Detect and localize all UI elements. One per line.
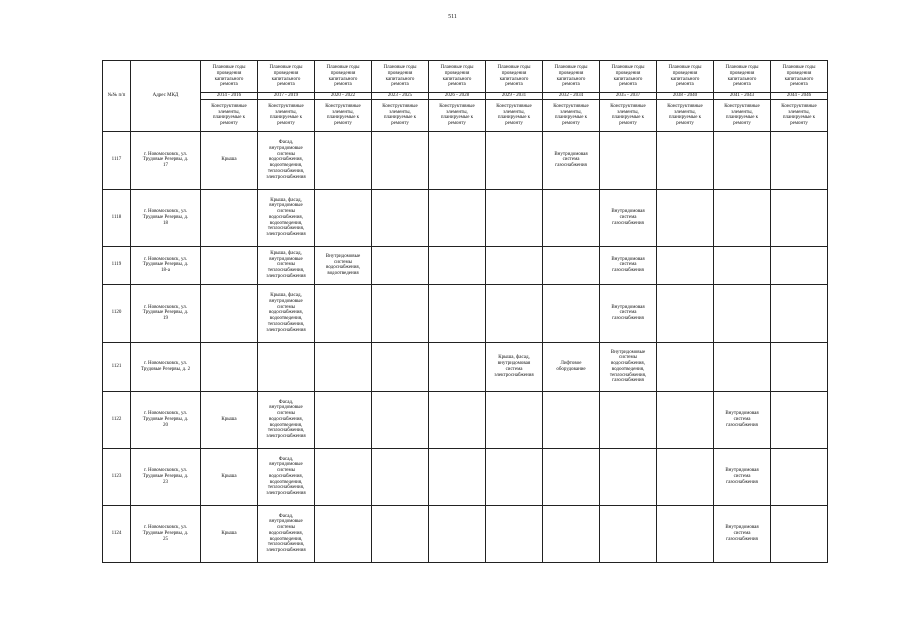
row-period-cell — [657, 131, 714, 189]
row-period-cell: Внутридомовые системы водоснабжения, водоотведения — [315, 246, 372, 284]
row-period-cell: Внутридомовая система газоснабжения — [714, 505, 771, 562]
row-period-cell: Фасад, внутридомовые системы водоснабжения, водоотведения, теплоснабжения, электроснабжения — [258, 131, 315, 189]
row-period-cell: Внутридомовая система газоснабжения — [600, 284, 657, 342]
row-address: г. Новомосковск, ул. Трудовые Резервы, д. 18-а — [131, 246, 201, 284]
table-row — [103, 448, 828, 505]
row-period-cell — [771, 284, 828, 342]
header-period-title: Плановые годы проведения капитального ремонта — [486, 61, 543, 93]
row-period-cell: Внутридомовая система газоснабжения — [714, 448, 771, 505]
table-header — [103, 61, 828, 132]
row-period-cell — [600, 448, 657, 505]
row-period-cell — [543, 505, 600, 562]
row-number: 1120 — [103, 284, 131, 342]
row-period-cell — [714, 284, 771, 342]
row-address: г. Новомосковск, ул. Трудовые Резервы, д. 18 — [131, 189, 201, 246]
row-period-cell: Фасад, внутридомовые системы водоснабжения, водоотведения, теплоснабжения, электроснабжения — [258, 448, 315, 505]
row-period-cell — [486, 131, 543, 189]
row-address: г. Новомосковск, ул. Трудовые Резервы, д. 25 — [131, 505, 201, 562]
table-row — [103, 189, 828, 246]
row-period-cell — [486, 246, 543, 284]
row-period-cell — [429, 246, 486, 284]
row-address: г. Новомосковск, ул. Трудовые Резервы, д. 2 — [131, 342, 201, 391]
row-period-cell: Внутридомовая система газоснабжения — [714, 391, 771, 448]
header-period-years: 2020 - 2022 — [315, 93, 372, 100]
header-period-elements: Конструктивные элементы, планируемые к ремонту — [429, 99, 486, 131]
row-period-cell: Крыша — [201, 448, 258, 505]
row-period-cell — [201, 284, 258, 342]
table-row — [103, 505, 828, 562]
header-num: №№ п/п — [103, 61, 131, 132]
header-period-title: Плановые годы проведения капитального ремонта — [315, 61, 372, 93]
row-period-cell — [486, 448, 543, 505]
row-period-cell — [372, 342, 429, 391]
row-address: г. Новомосковск, ул. Трудовые Резервы, д. 20 — [131, 391, 201, 448]
header-period-years: 2041 - 2043 — [714, 93, 771, 100]
row-period-cell — [771, 246, 828, 284]
header-period-title: Плановые годы проведения капитального ремонта — [543, 61, 600, 93]
header-period-elements: Конструктивные элементы, планируемые к ремонту — [315, 99, 372, 131]
header-period-title: Плановые годы проведения капитального ремонта — [600, 61, 657, 93]
row-period-cell — [600, 391, 657, 448]
row-number: 1121 — [103, 342, 131, 391]
row-period-cell — [543, 448, 600, 505]
row-period-cell — [657, 391, 714, 448]
row-period-cell — [657, 505, 714, 562]
row-period-cell — [657, 284, 714, 342]
row-address: г. Новомосковск, ул. Трудовые Резервы, д. 23 — [131, 448, 201, 505]
row-period-cell — [657, 246, 714, 284]
row-period-cell — [315, 189, 372, 246]
header-period-elements: Конструктивные элементы, планируемые к ремонту — [372, 99, 429, 131]
row-period-cell — [714, 342, 771, 391]
header-period-elements: Конструктивные элементы, планируемые к ремонту — [657, 99, 714, 131]
row-period-cell — [315, 131, 372, 189]
row-period-cell: Внутридомовая система газоснабжения — [543, 131, 600, 189]
row-period-cell — [315, 284, 372, 342]
row-period-cell — [372, 391, 429, 448]
header-period-years: 2029 - 2031 — [486, 93, 543, 100]
row-period-cell — [201, 246, 258, 284]
row-number: 1119 — [103, 246, 131, 284]
table-body — [103, 131, 828, 562]
row-period-cell: Крыша, фасад, внутридомовая система электроснабжения — [486, 342, 543, 391]
row-period-cell — [543, 391, 600, 448]
row-address: г. Новомосковск, ул. Трудовые Резервы, д. 19 — [131, 284, 201, 342]
row-period-cell — [429, 131, 486, 189]
row-period-cell: Крыша — [201, 131, 258, 189]
header-period-years: 2017 - 2019 — [258, 93, 315, 100]
row-number: 1118 — [103, 189, 131, 246]
header-period-years: 2026 - 2028 — [429, 93, 486, 100]
table-row — [103, 246, 828, 284]
table-row — [103, 284, 828, 342]
row-period-cell — [657, 189, 714, 246]
row-period-cell — [657, 448, 714, 505]
row-period-cell: Крыша — [201, 391, 258, 448]
row-period-cell: Внутридомовая система газоснабжения — [600, 246, 657, 284]
row-period-cell: Крыша, фасад, внутридомовые системы водоснабжения, водоотведения, теплоснабжения, электроснабжения — [258, 189, 315, 246]
row-number: 1124 — [103, 505, 131, 562]
row-period-cell — [771, 391, 828, 448]
row-period-cell: Лифтовое оборудование — [543, 342, 600, 391]
row-period-cell — [429, 342, 486, 391]
row-period-cell — [486, 391, 543, 448]
row-period-cell — [771, 342, 828, 391]
header-period-years: 2044 - 2046 — [771, 93, 828, 100]
page-number: 511 — [448, 14, 457, 20]
header-period-title: Плановые годы проведения капитального ремонта — [771, 61, 828, 93]
row-period-cell — [429, 505, 486, 562]
header-period-years: 2038 - 2040 — [657, 93, 714, 100]
row-period-cell — [657, 342, 714, 391]
row-period-cell — [315, 505, 372, 562]
header-period-elements: Конструктивные элементы, планируемые к ремонту — [771, 99, 828, 131]
row-period-cell — [372, 448, 429, 505]
row-period-cell — [372, 284, 429, 342]
row-period-cell — [600, 131, 657, 189]
row-period-cell — [315, 342, 372, 391]
row-period-cell — [543, 189, 600, 246]
row-period-cell — [429, 391, 486, 448]
header-period-elements: Конструктивные элементы, планируемые к ремонту — [600, 99, 657, 131]
row-period-cell — [600, 505, 657, 562]
row-period-cell — [258, 342, 315, 391]
row-period-cell — [372, 246, 429, 284]
row-period-cell — [714, 246, 771, 284]
row-number: 1117 — [103, 131, 131, 189]
row-period-cell — [429, 284, 486, 342]
row-address: г. Новомосковск, ул. Трудовые Резервы, д. 17 — [131, 131, 201, 189]
header-address: Адрес МКД — [131, 61, 201, 132]
row-period-cell: Крыша, фасад, внутридомовые системы водоснабжения, водоотведения, теплоснабжения, электроснабжения — [258, 284, 315, 342]
row-period-cell — [543, 284, 600, 342]
row-period-cell: Крыша — [201, 505, 258, 562]
row-period-cell — [372, 131, 429, 189]
row-period-cell: Фасад, внутридомовые системы водоснабжения, водоотведения, теплоснабжения, электроснабжения — [258, 505, 315, 562]
row-period-cell — [771, 131, 828, 189]
header-period-years: 2032 - 2034 — [543, 93, 600, 100]
row-period-cell — [315, 448, 372, 505]
capital-repair-plan-table — [102, 60, 828, 563]
row-period-cell — [486, 284, 543, 342]
row-period-cell — [372, 505, 429, 562]
table-row — [103, 131, 828, 189]
row-period-cell — [486, 189, 543, 246]
row-period-cell — [429, 189, 486, 246]
row-period-cell — [372, 189, 429, 246]
table-row — [103, 391, 828, 448]
header-period-title: Плановые годы проведения капитального ремонта — [258, 61, 315, 93]
header-period-elements: Конструктивные элементы, планируемые к ремонту — [258, 99, 315, 131]
row-number: 1122 — [103, 391, 131, 448]
row-period-cell — [771, 189, 828, 246]
header-period-years: 2014 - 2016 — [201, 93, 258, 100]
header-period-title: Плановые годы проведения капитального ремонта — [201, 61, 258, 93]
header-period-title: Плановые годы проведения капитального ремонта — [714, 61, 771, 93]
header-period-title: Плановые годы проведения капитального ремонта — [429, 61, 486, 93]
header-period-title: Плановые годы проведения капитального ремонта — [657, 61, 714, 93]
header-period-years: 2035 - 2037 — [600, 93, 657, 100]
header-period-elements: Конструктивные элементы, планируемые к ремонту — [486, 99, 543, 131]
row-period-cell — [315, 391, 372, 448]
row-period-cell: Фасад, внутридомовые системы водоснабжения, водоотведения, теплоснабжения, электроснабжения — [258, 391, 315, 448]
row-period-cell — [201, 189, 258, 246]
header-period-years: 2023 - 2025 — [372, 93, 429, 100]
header-period-elements: Конструктивные элементы, планируемые к ремонту — [714, 99, 771, 131]
row-period-cell: Внутридомовые системы водоснабжения, водоотведения, теплоснабжения, газоснабжения — [600, 342, 657, 391]
row-number: 1123 — [103, 448, 131, 505]
table-row — [103, 342, 828, 391]
row-period-cell — [771, 505, 828, 562]
row-period-cell: Крыша, фасад, внутридомовые системы теплоснабжения, электроснабжения — [258, 246, 315, 284]
header-period-elements: Конструктивные элементы, планируемые к ремонту — [543, 99, 600, 131]
row-period-cell — [201, 342, 258, 391]
row-period-cell — [771, 448, 828, 505]
header-period-elements: Конструктивные элементы, планируемые к ремонту — [201, 99, 258, 131]
row-period-cell — [714, 131, 771, 189]
header-period-title: Плановые годы проведения капитального ремонта — [372, 61, 429, 93]
row-period-cell — [429, 448, 486, 505]
row-period-cell: Внутридомовая система газоснабжения — [600, 189, 657, 246]
row-period-cell — [714, 189, 771, 246]
row-period-cell — [543, 246, 600, 284]
row-period-cell — [486, 505, 543, 562]
